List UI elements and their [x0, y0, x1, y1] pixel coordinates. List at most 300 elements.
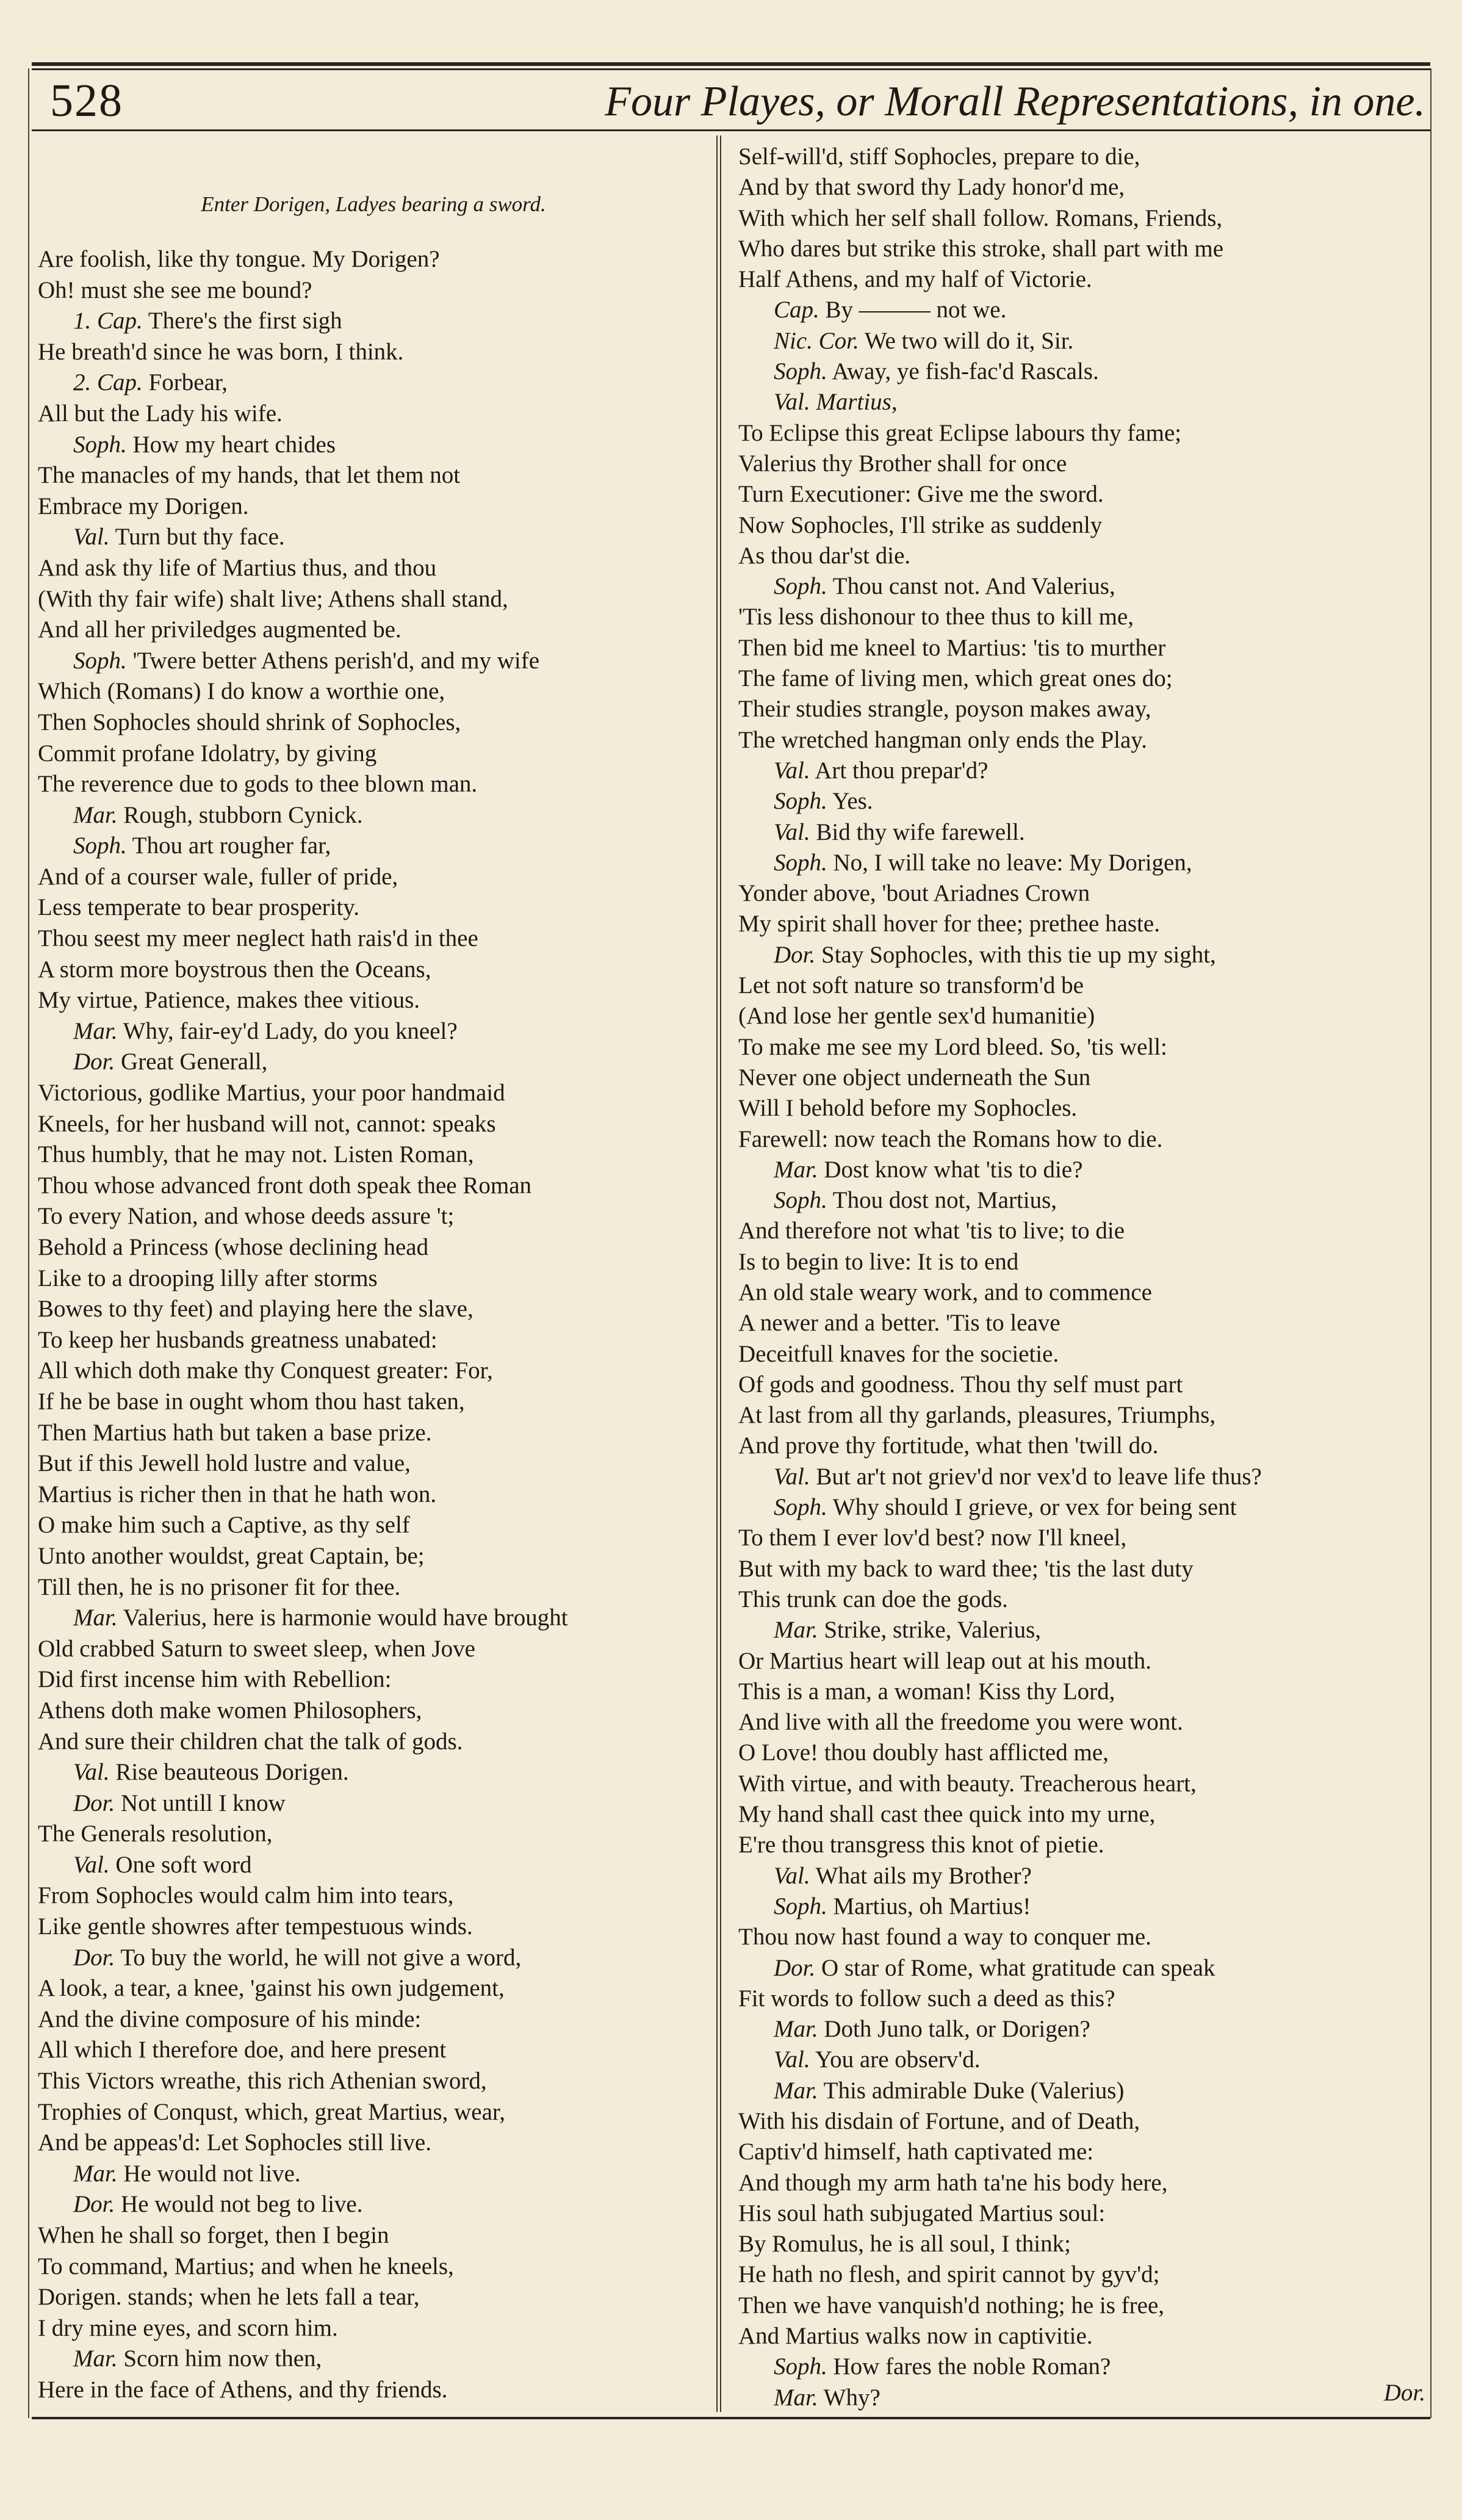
line-text: This trunk can doe the gods.: [738, 1586, 1008, 1612]
verse-line: [38, 862, 709, 893]
verse-line: [738, 1861, 1434, 1891]
speaker-prefix: Nic. Cor.: [774, 327, 859, 354]
verse-line: [738, 2137, 1434, 2167]
line-text: Never one object underneath the Sun: [738, 1064, 1091, 1091]
line-text: Then Sophocles should shrink of Sophocles,: [38, 709, 461, 735]
line-text: And live with all the freedome you were wont.: [738, 1709, 1183, 1736]
line-text: His soul hath subjugated Martius soul:: [738, 2200, 1106, 2226]
verse-line: [38, 1418, 709, 1449]
verse-line: [738, 725, 1434, 756]
line-text: All which I therefore doe, and here present: [38, 2037, 447, 2063]
speaker-prefix: Soph.: [774, 1494, 827, 1521]
verse-line: [738, 756, 1434, 786]
verse-line: [738, 1370, 1434, 1400]
verse-line: [38, 1727, 709, 1758]
speaker-prefix: Dor.: [774, 1954, 816, 1981]
verse-line: [38, 831, 709, 862]
speaker-prefix: Dor.: [73, 1049, 115, 1075]
speaker-prefix: Val.: [73, 1851, 110, 1878]
header-rule: [32, 129, 1430, 131]
verse-line: [38, 1171, 709, 1202]
verse-line: [738, 1799, 1434, 1830]
verse-line: [38, 707, 709, 738]
line-text: Now Sophocles, I'll strike as suddenly: [738, 511, 1103, 538]
line-text: Embrace my Dorigen.: [38, 493, 249, 519]
verse-line: [38, 1201, 709, 1232]
verse-line: [38, 2189, 709, 2220]
speaker-prefix: Dor.: [73, 1944, 115, 1971]
verse-line: [738, 1830, 1434, 1860]
top-rule: [32, 62, 1430, 66]
verse-line: [38, 1819, 709, 1850]
line-text: Thou dost not, Martius,: [832, 1187, 1057, 1214]
verse-line: [738, 2106, 1434, 2137]
verse-line: [38, 337, 709, 368]
verse-line: [38, 430, 709, 461]
speaker-prefix: Val.: [774, 757, 810, 784]
line-text: From Sophocles would calm him into tears,: [38, 1882, 454, 1909]
verse-line: [38, 676, 709, 707]
line-text: Rough, stubborn Cynick.: [123, 801, 363, 828]
verse-line: [38, 275, 709, 306]
verse-line: [38, 1912, 709, 1943]
line-text: E're thou transgress this knot of pietie.: [738, 1832, 1104, 1858]
speaker-prefix: Dor.: [73, 1789, 115, 1816]
verse-line: [38, 800, 709, 831]
speaker-prefix: Mar.: [774, 1156, 818, 1183]
speaker-prefix: Mar.: [774, 2016, 818, 2043]
line-text: One soft word: [115, 1851, 252, 1878]
line-text: Then we have vanquish'd nothing; he is free,: [738, 2292, 1165, 2319]
speaker-prefix: Soph.: [774, 358, 827, 385]
line-text: He breath'd since he was born, I think.: [38, 338, 404, 365]
line-text: Oh! must she see me bound?: [38, 276, 312, 303]
verse-line: [738, 2291, 1434, 2321]
line-text: Bowes to thy feet) and playing here the slave,: [38, 1296, 474, 1323]
line-text: Which (Romans) I do know a worthie one,: [38, 678, 445, 705]
line-text: Thou seest my meer neglect hath rais'd in thee: [38, 925, 478, 952]
verse-line: [738, 510, 1434, 541]
line-text: Athens doth make women Philosophers,: [38, 1697, 422, 1724]
verse-line: [38, 2282, 709, 2313]
line-text: And prove thy fortitude, what then 'twill do.: [738, 1432, 1159, 1459]
line-text: O Love! thou doubly hast afflicted me,: [738, 1739, 1109, 1766]
line-text: 'Tis less dishonour to thee thus to kill me,: [738, 604, 1134, 630]
speaker-prefix: Soph.: [73, 647, 127, 674]
speaker-prefix: Soph.: [73, 431, 127, 458]
line-text: Kneels, for her husband will not, cannot: speaks: [38, 1110, 496, 1137]
line-text: Martius is richer then in that he hath won.: [38, 1481, 437, 1507]
line-text: Martius, oh Martius!: [833, 1893, 1031, 1919]
speaker-prefix: Dor.: [774, 941, 816, 968]
line-text: He would not beg to live.: [121, 2191, 363, 2218]
line-text: Who dares but strike this stroke, shall part with me: [738, 235, 1224, 262]
line-text: And ask thy life of Martius thus, and thou: [38, 554, 437, 581]
line-text: Self-will'd, stiff Sophocles, prepare to die,: [738, 143, 1140, 170]
verse-line: [738, 356, 1434, 387]
line-text: There's the first sigh: [148, 308, 342, 334]
verse-line: [738, 1339, 1434, 1370]
verse-line: [738, 326, 1434, 356]
line-text: Not untill I know: [121, 1789, 286, 1816]
line-text: The fame of living men, which great ones do;: [738, 665, 1173, 692]
line-text: Victorious, godlike Martius, your poor handmaid: [38, 1080, 505, 1107]
line-text: My virtue, Patience, makes thee vitious.: [38, 987, 420, 1014]
line-text: Why should I grieve, or vex for being sent: [832, 1494, 1237, 1521]
line-text: By Romulus, he is all soul, I think;: [738, 2231, 1071, 2258]
catchword: Dor.: [1383, 2380, 1425, 2406]
speaker-prefix: Mar.: [774, 2384, 818, 2411]
verse-line: [38, 1078, 709, 1109]
verse-line: [738, 940, 1434, 970]
verse-line: [738, 1063, 1434, 1093]
line-text: Turn but thy face.: [115, 524, 285, 551]
top-rule-thin: [32, 68, 1430, 70]
verse-line: [38, 2375, 709, 2406]
line-text: But if this Jewell hold lustre and value,: [38, 1450, 411, 1477]
line-text: The manacles of my hands, that let them not: [38, 462, 461, 489]
verse-line: [738, 602, 1434, 632]
verse-line: [38, 367, 709, 399]
line-text: And of a courser wale, fuller of pride,: [38, 863, 398, 890]
line-text: Turn Executioner: Give me the sword.: [738, 481, 1104, 508]
verse-line: [38, 460, 709, 491]
line-text: He hath no flesh, and spirit cannot by gyv'd;: [738, 2261, 1160, 2288]
verse-line: [38, 244, 709, 275]
line-text: Stay Sophocles, with this tie up my sight,: [821, 941, 1216, 968]
verse-line: [738, 142, 1434, 172]
verse-line: [38, 1387, 709, 1418]
line-text: Yonder above, 'bout Ariadnes Crown: [738, 880, 1090, 907]
left-column: [38, 183, 709, 2406]
line-text: He would not live.: [123, 2160, 301, 2187]
line-text: Of gods and goodness. Thou thy self must part: [738, 1371, 1183, 1398]
verse-line: [38, 399, 709, 430]
line-text: Farewell: now teach the Romans how to die.: [738, 1125, 1163, 1152]
verse-line: [38, 892, 709, 923]
verse-line: [38, 1850, 709, 1881]
speaker-prefix: Mar.: [73, 801, 118, 828]
line-text: And therefore not what 'tis to live; to die: [738, 1218, 1125, 1244]
stage-direction: Enter Dorigen, Ladyes bearing a sword.: [201, 192, 546, 216]
verse-line: [38, 1016, 709, 1047]
speaker-prefix: Val.: [73, 1759, 110, 1786]
line-text: Yes.: [832, 788, 873, 815]
verse-line: [738, 1953, 1434, 1984]
line-text: And all her priviledges augmented be.: [38, 616, 402, 643]
line-text: Doth Juno talk, or Dorigen?: [824, 2016, 1090, 2043]
line-text: Old crabbed Saturn to sweet sleep, when Jove: [38, 1635, 475, 1662]
line-text: And be appeas'd: Let Sophocles still live.: [38, 2129, 431, 2156]
line-text: O make him such a Captive, as thy self: [38, 1512, 410, 1539]
line-text: Thou canst not. And Valerius,: [832, 573, 1115, 600]
verse-line: [738, 1646, 1434, 1677]
verse-line: [38, 1263, 709, 1294]
verse-line: [38, 2035, 709, 2066]
line-text: Bid thy wife farewell.: [816, 818, 1025, 845]
verse-line: [738, 878, 1434, 909]
speaker-prefix: Soph.: [73, 832, 127, 859]
line-text: Valerius thy Brother shall for once: [738, 450, 1067, 477]
line-text: All but the Lady his wife.: [38, 400, 283, 427]
line-text: If he be base in ought whom thou hast taken,: [38, 1388, 465, 1415]
verse-line: [38, 1757, 709, 1788]
verse-line: [738, 295, 1434, 325]
line-text: Then Martius hath but taken a base prize.: [38, 1419, 432, 1446]
speaker-prefix: Soph.: [774, 1893, 827, 1919]
verse-line: [38, 306, 709, 337]
line-text: To Eclipse this great Eclipse labours thy fame;: [738, 419, 1182, 446]
line-text: Forbear,: [148, 369, 228, 396]
verse-line: [738, 1185, 1434, 1216]
line-text: Will I behold before my Sophocles.: [738, 1095, 1078, 1122]
line-text: A storm more boystrous then the Oceans,: [38, 956, 431, 983]
verse-line: [38, 2066, 709, 2097]
line-text: To them I ever lov'd best? now I'll kneel,: [738, 1525, 1127, 1551]
verse-line: [738, 1922, 1434, 1952]
speaker-prefix: Mar.: [73, 1017, 118, 1044]
line-text: This is a man, a woman! Kiss thy Lord,: [738, 1678, 1115, 1705]
speaker-prefix: Cap.: [774, 297, 819, 323]
line-text: To command, Martius; and when he kneels,: [38, 2253, 454, 2280]
line-text: But ar't not griev'd nor vex'd to leave life thus?: [816, 1463, 1262, 1490]
verse-line: [38, 1232, 709, 1263]
line-text: An old stale weary work, and to commence: [738, 1279, 1152, 1305]
verse-line: [38, 955, 709, 986]
verse-line: [38, 1109, 709, 1140]
verse-line: [738, 2383, 1434, 2413]
verse-line: [38, 1448, 709, 1479]
line-text: Dorigen. stands; when he lets fall a tear,: [38, 2284, 420, 2311]
line-text: Like gentle showres after tempestuous winds.: [38, 1913, 473, 1940]
left-margin-rule: [28, 68, 29, 2418]
line-text: Trophies of Conqust, which, great Martius, wear,: [38, 2098, 506, 2125]
verse-line: [38, 584, 709, 615]
verse-line: [738, 571, 1434, 602]
line-text: All which doth make thy Conquest greater: For,: [38, 1357, 493, 1384]
line-text: With virtue, and with beauty. Treacherous heart,: [738, 1770, 1197, 1797]
verse-line: [38, 522, 709, 553]
line-text: This admirable Duke (Valerius): [823, 2077, 1125, 2104]
verse-line: [738, 2321, 1434, 2352]
speaker-prefix: Dor.: [73, 2191, 115, 2218]
line-text: Is to begin to live: It is to end: [738, 1248, 1019, 1275]
verse-line: [738, 234, 1434, 264]
verse-line: [738, 2076, 1434, 2106]
line-text: Commit profane Idolatry, by giving: [38, 740, 377, 767]
verse-line: [38, 1880, 709, 1912]
line-text: Let not soft nature so transform'd be: [738, 972, 1084, 999]
verse-line: [38, 1634, 709, 1665]
line-text: The Generals resolution,: [38, 1821, 273, 1847]
line-text: Why, fair-ey'd Lady, do you kneel?: [123, 1017, 458, 1044]
verse-line: [738, 2198, 1434, 2229]
speaker-prefix: Soph.: [774, 788, 827, 815]
line-text: The reverence due to gods to thee blown man.: [38, 771, 478, 798]
line-text: At last from all thy garlands, pleasures, Triumphs,: [738, 1402, 1216, 1429]
verse-line: [738, 2352, 1434, 2382]
verse-line: [738, 418, 1434, 449]
line-text: 'Twere better Athens perish'd, and my wife: [132, 647, 540, 674]
verse-line: [738, 663, 1434, 694]
line-text: To buy the world, he will not give a word,: [120, 1944, 522, 1971]
verse-line: [738, 786, 1434, 817]
speaker-prefix: Soph.: [774, 573, 827, 600]
speaker-prefix: 1. Cap.: [73, 308, 143, 334]
verse-line: [738, 1247, 1434, 1277]
verse-line: [38, 1664, 709, 1695]
line-text: Fit words to follow such a deed as this?: [738, 1985, 1115, 2012]
verse-line: [38, 646, 709, 677]
line-text: As thou dar'st die.: [738, 542, 911, 569]
line-text: And by that sword thy Lady honor'd me,: [738, 174, 1125, 201]
verse-line: [738, 1093, 1434, 1124]
verse-line: [38, 1047, 709, 1078]
verse-line: [738, 2014, 1434, 2045]
verse-line: [738, 817, 1434, 848]
line-text: To make me see my Lord bleed. So, 'tis well:: [738, 1033, 1167, 1060]
line-text: Thou art rougher far,: [132, 832, 331, 859]
verse-line: [738, 633, 1434, 663]
line-text: Here in the face of Athens, and thy friends.: [38, 2376, 448, 2403]
line-text: To keep her husbands greatness unabated:: [38, 1326, 438, 1353]
right-column: [738, 142, 1434, 2413]
verse-line: [738, 1032, 1434, 1063]
line-text: Behold a Princess (whose declining head: [38, 1234, 429, 1260]
verse-line: [38, 491, 709, 522]
verse-line: [738, 1891, 1434, 1922]
line-text: Valerius, here is harmonie would have brought: [123, 1605, 568, 1631]
column-divider-secondary: [720, 135, 721, 2412]
speaker-prefix: Mar.: [774, 1617, 818, 1644]
verse-line: [38, 1788, 709, 1819]
line-text: What ails my Brother?: [815, 1862, 1032, 1889]
verse-line: [738, 1769, 1434, 1799]
verse-line: [738, 1677, 1434, 1707]
speaker-prefix: Val.: [774, 1862, 810, 1889]
verse-line: [38, 738, 709, 770]
line-text: My spirit shall hover for thee; prethee haste.: [738, 911, 1160, 937]
running-title: Four Playes, or Morall Representations, in one.: [605, 78, 1425, 125]
speaker-prefix: Mar.: [774, 2077, 818, 2104]
verse-line: [738, 1492, 1434, 1523]
verse-line: [738, 1400, 1434, 1431]
line-text: (With thy fair wife) shalt live; Athens shall stand,: [38, 585, 508, 612]
verse-line: [738, 1462, 1434, 1492]
verse-line: [38, 1695, 709, 1727]
line-text: This Victors wreathe, this rich Athenian sword,: [38, 2068, 487, 2095]
line-text: With his disdain of Fortune, and of Death,: [738, 2108, 1140, 2134]
line-text: And the divine composure of his minde:: [38, 2006, 422, 2032]
verse-line: [738, 1615, 1434, 1645]
line-text: My hand shall cast thee quick into my urne,: [738, 1801, 1156, 1828]
line-text: But with my back to ward thee; 'tis the last duty: [738, 1555, 1194, 1582]
line-text: Rise beauteous Dorigen.: [115, 1759, 349, 1786]
line-text: You are observ'd.: [815, 2046, 981, 2073]
verse-line: [38, 1356, 709, 1387]
line-text: A newer and a better. 'Tis to leave: [738, 1310, 1060, 1337]
verse-line: [738, 2168, 1434, 2198]
line-text: When he shall so forget, then I begin: [38, 2222, 389, 2248]
line-text: Then bid me kneel to Martius: 'tis to murther: [738, 634, 1166, 661]
speaker-prefix: Soph.: [774, 1187, 827, 1214]
speaker-prefix: Soph.: [774, 2353, 827, 2380]
line-text: Less temperate to bear prosperity.: [38, 894, 360, 921]
line-text: A look, a tear, a knee, 'gainst his own judgement,: [38, 1975, 505, 2002]
line-text: O star of Rome, what gratitude can speak: [821, 1954, 1215, 1981]
line-text: Or Martius heart will leap out at his mouth.: [738, 1647, 1151, 1674]
line-text: The wretched hangman only ends the Play.: [738, 726, 1148, 753]
line-text: Unto another wouldst, great Captain, be;: [38, 1542, 425, 1569]
line-text: Thou whose advanced front doth speak thee Roman: [38, 1172, 532, 1199]
verse-line: [38, 1479, 709, 1511]
speaker-prefix: Mar.: [73, 1605, 118, 1631]
verse-line: [38, 2004, 709, 2035]
verse-line: [38, 1572, 709, 1603]
verse-line: [738, 172, 1434, 203]
line-text: Till then, he is no prisoner fit for thee.: [38, 1573, 401, 1600]
line-text: Why?: [823, 2384, 880, 2411]
speaker-prefix: Val.: [774, 2046, 810, 2073]
verse-line: [738, 1984, 1434, 2014]
verse-line: [738, 1523, 1434, 1553]
speaker-prefix: Val.: [774, 818, 810, 845]
line-text: How fares the noble Roman?: [833, 2353, 1111, 2380]
speaker-prefix: Val. Martius,: [774, 389, 898, 416]
verse-line: [738, 1277, 1434, 1308]
line-text: To every Nation, and whose deeds assure 't;: [38, 1203, 455, 1230]
verse-line: [38, 1943, 709, 1974]
verse-line: [738, 387, 1434, 417]
verse-line: [38, 2220, 709, 2251]
verse-line: [38, 2344, 709, 2375]
line-text: And Martius walks now in captivitie.: [738, 2323, 1093, 2350]
verse-line: [738, 1554, 1434, 1584]
verse-line: [738, 449, 1434, 479]
verse-line: [738, 909, 1434, 939]
line-text: Away, ye fish-fac'd Rascals.: [832, 358, 1099, 385]
line-text: With which her self shall follow. Romans, Friends,: [738, 204, 1223, 231]
line-text: Scorn him now then,: [123, 2345, 322, 2372]
verse-line: [738, 541, 1434, 571]
line-text: Great Generall,: [121, 1049, 268, 1075]
speaker-prefix: 2. Cap.: [73, 369, 143, 396]
verse-line: [38, 1973, 709, 2004]
verse-line: [38, 2251, 709, 2283]
verse-line: [38, 2097, 709, 2128]
line-text: Thus humbly, that he may not. Listen Roman,: [38, 1141, 474, 1168]
verse-line: [738, 694, 1434, 724]
verse-line: [738, 848, 1434, 878]
verse-line: [738, 2259, 1434, 2290]
line-text: Did first incense him with Rebellion:: [38, 1666, 392, 1693]
verse-line: [738, 1216, 1434, 1246]
verse-line: [38, 2128, 709, 2159]
line-text: Dost know what 'tis to die?: [824, 1156, 1083, 1183]
verse-line: [38, 1603, 709, 1634]
verse-line: [738, 2229, 1434, 2259]
speaker-prefix: Soph.: [774, 849, 827, 876]
line-text: We two will do it, Sir.: [864, 327, 1074, 354]
line-text: Half Athens, and my half of Victorie.: [738, 266, 1092, 293]
line-text: And though my arm hath ta'ne his body here,: [738, 2169, 1168, 2196]
line-text: I dry mine eyes, and scorn him.: [38, 2314, 338, 2341]
verse-line: [38, 615, 709, 646]
verse-line: [738, 1308, 1434, 1338]
speaker-prefix: Mar.: [73, 2160, 118, 2187]
line-text: Are foolish, like thy tongue. My Dorigen?: [38, 246, 440, 272]
verse-line: [738, 479, 1434, 510]
